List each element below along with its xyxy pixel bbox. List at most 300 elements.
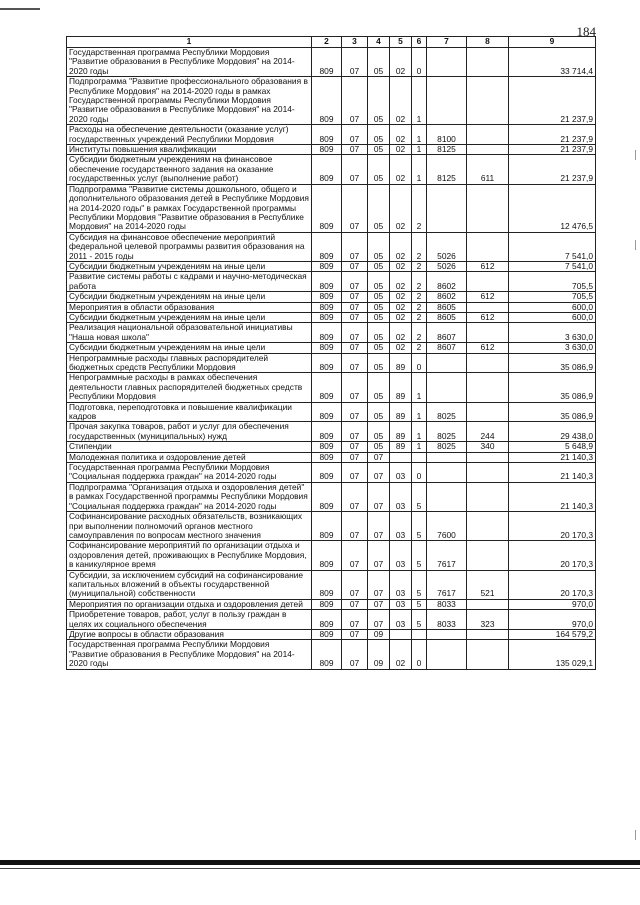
code-cell: 07 (342, 599, 368, 609)
code-cell: 8125 (427, 145, 467, 155)
code-cell: 244 (467, 422, 509, 442)
code-cell: 5 (412, 610, 427, 630)
scan-bottom-line (0, 868, 640, 869)
code-cell: 5 (412, 570, 427, 599)
code-cell: 2 (412, 312, 427, 322)
code-cell: 05 (368, 402, 390, 422)
code-cell (427, 463, 467, 483)
code-cell: 05 (368, 48, 390, 77)
table-row (67, 599, 596, 609)
code-cell (427, 629, 467, 639)
code-cell (467, 452, 509, 462)
table-row (67, 570, 596, 599)
code-cell: 340 (467, 442, 509, 452)
code-cell: 89 (390, 373, 412, 402)
column-header: 6 (412, 37, 427, 48)
code-cell (427, 373, 467, 402)
code-cell: 02 (390, 302, 412, 312)
code-cell (467, 541, 509, 570)
code-cell: 809 (312, 610, 342, 630)
code-cell: 07 (342, 261, 368, 271)
code-cell (467, 482, 509, 511)
code-cell: 07 (342, 640, 368, 669)
code-cell: 07 (368, 482, 390, 511)
code-cell: 02 (390, 292, 412, 302)
amount-cell: 600,0 (509, 312, 596, 322)
amount-cell: 12 476,5 (509, 184, 596, 232)
code-cell: 612 (467, 312, 509, 322)
code-cell: 89 (390, 422, 412, 442)
row-name-cell: Другие вопросы в области образования (67, 629, 312, 639)
row-name-cell: Подпрограмма "Развитие профессионального образования в Республике Мордовия" на 2014-2020 годы в рамках Государственной программы Республики Мордовия "Развитие образования в Республике Мордовия" на 2014-2020 годы (67, 77, 312, 125)
code-cell: 8025 (427, 402, 467, 422)
row-name-cell: Подготовка, переподготовка и повышение квалификации кадров (67, 402, 312, 422)
code-cell: 5026 (427, 232, 467, 261)
code-cell: 07 (342, 155, 368, 184)
amount-cell: 35 086,9 (509, 373, 596, 402)
code-cell (427, 640, 467, 669)
amount-cell: 705,5 (509, 272, 596, 292)
code-cell: 809 (312, 261, 342, 271)
code-cell: 07 (342, 312, 368, 322)
row-name-cell: Субсидии бюджетным учреждениям на иные цели (67, 292, 312, 302)
code-cell: 809 (312, 184, 342, 232)
code-cell: 05 (368, 125, 390, 145)
code-cell: 03 (390, 512, 412, 541)
code-cell (427, 452, 467, 462)
code-cell: 07 (342, 125, 368, 145)
code-cell: 809 (312, 323, 342, 343)
table-row (67, 77, 596, 125)
code-cell (467, 629, 509, 639)
code-cell (467, 323, 509, 343)
code-cell: 07 (342, 512, 368, 541)
row-name-cell: Субсидии, за исключением субсидий на софинансирование капитальных вложений в объекты государственной (муниципальной) собственности (67, 570, 312, 599)
code-cell: 8605 (427, 312, 467, 322)
code-cell: 02 (390, 261, 412, 271)
code-cell: 2 (412, 323, 427, 343)
code-cell: 03 (390, 599, 412, 609)
code-cell: 07 (342, 463, 368, 483)
amount-cell: 29 438,0 (509, 422, 596, 442)
table-header-row (67, 37, 596, 48)
code-cell: 1 (412, 422, 427, 442)
code-cell: 07 (342, 452, 368, 462)
code-cell: 03 (390, 541, 412, 570)
code-cell: 809 (312, 48, 342, 77)
code-cell: 809 (312, 77, 342, 125)
code-cell: 809 (312, 640, 342, 669)
code-cell: 2 (412, 302, 427, 312)
column-header: 8 (467, 37, 509, 48)
code-cell (467, 302, 509, 312)
code-cell: 2 (412, 184, 427, 232)
row-name-cell: Мероприятия по организации отдыха и оздоровления детей (67, 599, 312, 609)
code-cell: 521 (467, 570, 509, 599)
code-cell: 809 (312, 422, 342, 442)
code-cell: 07 (342, 353, 368, 373)
code-cell (467, 48, 509, 77)
code-cell: 89 (390, 442, 412, 452)
row-name-cell: Субсидии бюджетным учреждениям на финансовое обеспечение государственного задания на оказание государственных услуг (выполнение работ) (67, 155, 312, 184)
code-cell: 8602 (427, 272, 467, 292)
code-cell: 5 (412, 541, 427, 570)
code-cell: 809 (312, 302, 342, 312)
code-cell: 1 (412, 442, 427, 452)
code-cell: 8602 (427, 292, 467, 302)
row-name-cell: Институты повышения квалификации (67, 145, 312, 155)
code-cell: 03 (390, 570, 412, 599)
row-name-cell: Молодежная политика и оздоровление детей (67, 452, 312, 462)
row-name-cell: Государственная программа Республики Мордовия "Развитие образования в Республике Мордовия" на 2014-2020 годы (67, 640, 312, 669)
code-cell: 323 (467, 610, 509, 630)
code-cell: 809 (312, 373, 342, 402)
code-cell (427, 184, 467, 232)
code-cell: 8025 (427, 422, 467, 442)
code-cell: 07 (342, 292, 368, 302)
code-cell: 05 (368, 292, 390, 302)
code-cell: 07 (342, 272, 368, 292)
table-row (67, 145, 596, 155)
amount-cell: 35 086,9 (509, 353, 596, 373)
code-cell: 809 (312, 272, 342, 292)
column-header: 1 (67, 37, 312, 48)
table-row (67, 232, 596, 261)
code-cell (427, 482, 467, 511)
table-row (67, 452, 596, 462)
column-header: 9 (509, 37, 596, 48)
code-cell: 7600 (427, 512, 467, 541)
code-cell: 07 (342, 629, 368, 639)
amount-cell: 21 237,9 (509, 155, 596, 184)
code-cell (467, 125, 509, 145)
code-cell: 5 (412, 512, 427, 541)
code-cell: 05 (368, 184, 390, 232)
code-cell: 07 (342, 184, 368, 232)
code-cell: 809 (312, 599, 342, 609)
row-name-cell: Субсидии бюджетным учреждениям на иные цели (67, 343, 312, 353)
code-cell: 8607 (427, 323, 467, 343)
code-cell: 1 (412, 373, 427, 402)
amount-cell: 135 029,1 (509, 640, 596, 669)
code-cell: 611 (467, 155, 509, 184)
code-cell: 07 (342, 422, 368, 442)
code-cell: 07 (342, 145, 368, 155)
code-cell: 809 (312, 145, 342, 155)
table-row (67, 292, 596, 302)
code-cell: 809 (312, 312, 342, 322)
code-cell: 809 (312, 541, 342, 570)
amount-cell: 21 140,3 (509, 463, 596, 483)
code-cell: 2 (412, 343, 427, 353)
code-cell: 07 (368, 452, 390, 462)
table-row (67, 422, 596, 442)
scan-mark (0, 8, 40, 10)
code-cell: 1 (412, 77, 427, 125)
page-number: 184 (576, 24, 596, 39)
table-row (67, 640, 596, 669)
table-row (67, 512, 596, 541)
code-cell: 5 (412, 482, 427, 511)
code-cell (467, 373, 509, 402)
code-cell: 07 (342, 323, 368, 343)
code-cell: 07 (342, 442, 368, 452)
table-row (67, 155, 596, 184)
code-cell: 1 (412, 402, 427, 422)
table-row (67, 482, 596, 511)
code-cell: 05 (368, 422, 390, 442)
code-cell: 0 (412, 640, 427, 669)
code-cell: 07 (368, 570, 390, 599)
amount-cell: 970,0 (509, 610, 596, 630)
table-row (67, 610, 596, 630)
code-cell: 02 (390, 323, 412, 343)
code-cell (467, 353, 509, 373)
table-row (67, 402, 596, 422)
code-cell: 0 (412, 353, 427, 373)
amount-cell: 20 170,3 (509, 541, 596, 570)
code-cell: 07 (342, 343, 368, 353)
code-cell: 8100 (427, 125, 467, 145)
code-cell: 07 (342, 373, 368, 402)
code-cell: 07 (368, 463, 390, 483)
code-cell: 809 (312, 125, 342, 145)
code-cell: 7617 (427, 541, 467, 570)
code-cell: 02 (390, 343, 412, 353)
code-cell (467, 232, 509, 261)
code-cell: 2 (412, 292, 427, 302)
table-row (67, 541, 596, 570)
amount-cell: 7 541,0 (509, 261, 596, 271)
row-name-cell: Мероприятия в области образования (67, 302, 312, 312)
table-row (67, 463, 596, 483)
scan-tick (635, 830, 636, 840)
table-row (67, 302, 596, 312)
code-cell (467, 512, 509, 541)
table-body (67, 48, 596, 670)
code-cell: 2 (412, 261, 427, 271)
code-cell: 07 (342, 232, 368, 261)
table-row (67, 125, 596, 145)
code-cell: 02 (390, 145, 412, 155)
code-cell: 09 (368, 629, 390, 639)
code-cell: 2 (412, 232, 427, 261)
row-name-cell: Софинансирование расходных обязательств, возникающих при выполнении полномочий органов местного самоуправления по вопросам местного значения (67, 512, 312, 541)
code-cell: 05 (368, 442, 390, 452)
code-cell: 1 (412, 125, 427, 145)
code-cell: 1 (412, 155, 427, 184)
code-cell: 05 (368, 77, 390, 125)
code-cell: 02 (390, 312, 412, 322)
code-cell: 07 (342, 610, 368, 630)
code-cell: 5 (412, 599, 427, 609)
table-row (67, 442, 596, 452)
code-cell: 07 (368, 599, 390, 609)
code-cell: 2 (412, 272, 427, 292)
budget-table (66, 36, 596, 670)
code-cell: 809 (312, 343, 342, 353)
row-name-cell: Подпрограмма "Развитие системы дошкольного, общего и дополнительного образования детей в Республике Мордовия на 2014-2020 годы" в рамках Государственной программы Республики Мордовия "Развитие образования в Республике Мордовия" на 2014-2020 годы (67, 184, 312, 232)
row-name-cell: Софинансирование мероприятий по организации отдыха и оздоровления детей, проживающих в Республике Мордовия, в каникулярное время (67, 541, 312, 570)
amount-cell: 21 140,3 (509, 452, 596, 462)
code-cell: 07 (342, 570, 368, 599)
table-row (67, 272, 596, 292)
code-cell: 809 (312, 482, 342, 511)
row-name-cell: Приобретение товаров, работ, услуг в пользу граждан в целях их социального обеспечения (67, 610, 312, 630)
row-name-cell: Развитие системы работы с кадрами и научно-методическая работа (67, 272, 312, 292)
column-header: 4 (368, 37, 390, 48)
code-cell: 809 (312, 232, 342, 261)
code-cell: 07 (368, 610, 390, 630)
row-name-cell: Подпрограмма "Организация отдыха и оздоровления детей" в рамках Государственной программы Республики Мордовия "Социальная поддержка граждан" на 2014-2020 годы (67, 482, 312, 511)
code-cell: 809 (312, 353, 342, 373)
code-cell: 8033 (427, 610, 467, 630)
code-cell: 07 (342, 541, 368, 570)
row-name-cell: Реализация национальной образовательной инициативы "Наша новая школа" (67, 323, 312, 343)
table-row (67, 343, 596, 353)
amount-cell: 3 630,0 (509, 323, 596, 343)
code-cell (390, 629, 412, 639)
code-cell: 03 (390, 610, 412, 630)
row-name-cell: Непрограммные расходы в рамках обеспечения деятельности главных распорядителей бюджетных средств Республики Мордовия (67, 373, 312, 402)
code-cell: 809 (312, 570, 342, 599)
column-header: 5 (390, 37, 412, 48)
amount-cell: 705,5 (509, 292, 596, 302)
code-cell: 89 (390, 353, 412, 373)
amount-cell: 600,0 (509, 302, 596, 312)
code-cell (467, 463, 509, 483)
row-name-cell: Государственная программа Республики Мордовия "Развитие образования в Республике Мордовия" на 2014-2020 годы (67, 48, 312, 77)
code-cell (412, 452, 427, 462)
code-cell: 809 (312, 452, 342, 462)
code-cell: 07 (342, 482, 368, 511)
table-row (67, 373, 596, 402)
code-cell: 05 (368, 353, 390, 373)
row-name-cell: Субсидия на финансовое обеспечение мероприятий федеральной целевой программы развития образования на 2011 - 2015 годы (67, 232, 312, 261)
column-header: 2 (312, 37, 342, 48)
code-cell: 89 (390, 402, 412, 422)
table-row (67, 184, 596, 232)
amount-cell: 164 579,2 (509, 629, 596, 639)
amount-cell: 20 170,3 (509, 512, 596, 541)
code-cell: 5026 (427, 261, 467, 271)
code-cell: 809 (312, 442, 342, 452)
code-cell: 7617 (427, 570, 467, 599)
code-cell: 07 (342, 402, 368, 422)
code-cell: 809 (312, 512, 342, 541)
row-name-cell: Прочая закупка товаров, работ и услуг для обеспечения государственных (муниципальных) нужд (67, 422, 312, 442)
code-cell: 02 (390, 48, 412, 77)
code-cell: 05 (368, 232, 390, 261)
table-row (67, 323, 596, 343)
code-cell: 05 (368, 323, 390, 343)
code-cell: 09 (368, 640, 390, 669)
amount-cell: 3 630,0 (509, 343, 596, 353)
scan-tick (635, 240, 636, 250)
table-row (67, 312, 596, 322)
code-cell (467, 272, 509, 292)
code-cell (467, 640, 509, 669)
code-cell: 8033 (427, 599, 467, 609)
row-name-cell: Стипендии (67, 442, 312, 452)
code-cell: 8605 (427, 302, 467, 312)
code-cell: 1 (412, 145, 427, 155)
code-cell (427, 353, 467, 373)
code-cell: 02 (390, 77, 412, 125)
code-cell: 612 (467, 292, 509, 302)
code-cell: 612 (467, 261, 509, 271)
code-cell: 612 (467, 343, 509, 353)
table-row (67, 629, 596, 639)
code-cell (467, 77, 509, 125)
code-cell (467, 184, 509, 232)
code-cell: 03 (390, 463, 412, 483)
row-name-cell: Непрограммные расходы главных распорядителей бюджетных средств Республики Мордовия (67, 353, 312, 373)
amount-cell: 35 086,9 (509, 402, 596, 422)
amount-cell: 21 140,3 (509, 482, 596, 511)
code-cell: 02 (390, 232, 412, 261)
amount-cell: 20 170,3 (509, 570, 596, 599)
code-cell: 05 (368, 312, 390, 322)
amount-cell: 21 237,9 (509, 145, 596, 155)
code-cell: 05 (368, 272, 390, 292)
code-cell: 8607 (427, 343, 467, 353)
code-cell: 05 (368, 261, 390, 271)
amount-cell: 21 237,9 (509, 125, 596, 145)
amount-cell: 21 237,9 (509, 77, 596, 125)
scan-bottom-bar (0, 860, 640, 865)
code-cell: 07 (342, 48, 368, 77)
code-cell: 07 (368, 541, 390, 570)
amount-cell: 5 648,9 (509, 442, 596, 452)
table-row (67, 48, 596, 77)
code-cell: 8025 (427, 442, 467, 452)
table-row (67, 261, 596, 271)
code-cell (467, 402, 509, 422)
row-name-cell: Субсидии бюджетным учреждениям на иные цели (67, 261, 312, 271)
code-cell (427, 77, 467, 125)
code-cell: 05 (368, 343, 390, 353)
scan-tick (635, 150, 636, 160)
code-cell (467, 145, 509, 155)
amount-cell: 33 714,4 (509, 48, 596, 77)
code-cell (427, 48, 467, 77)
column-header: 3 (342, 37, 368, 48)
code-cell (390, 452, 412, 462)
code-cell: 8125 (427, 155, 467, 184)
amount-cell: 7 541,0 (509, 232, 596, 261)
code-cell: 02 (390, 272, 412, 292)
code-cell: 02 (390, 155, 412, 184)
code-cell: 0 (412, 48, 427, 77)
row-name-cell: Расходы на обеспечение деятельности (оказание услуг) государственных учреждений Республики Мордовия (67, 125, 312, 145)
code-cell (412, 629, 427, 639)
code-cell (467, 599, 509, 609)
code-cell: 02 (390, 125, 412, 145)
code-cell: 02 (390, 184, 412, 232)
row-name-cell: Государственная программа Республики Мордовия "Социальная поддержка граждан" на 2014-2020 годы (67, 463, 312, 483)
code-cell: 809 (312, 463, 342, 483)
code-cell: 809 (312, 292, 342, 302)
code-cell: 05 (368, 302, 390, 312)
code-cell: 809 (312, 629, 342, 639)
code-cell: 809 (312, 155, 342, 184)
code-cell: 05 (368, 155, 390, 184)
code-cell: 05 (368, 145, 390, 155)
code-cell: 07 (342, 77, 368, 125)
row-name-cell: Субсидии бюджетным учреждениям на иные цели (67, 312, 312, 322)
code-cell: 809 (312, 402, 342, 422)
